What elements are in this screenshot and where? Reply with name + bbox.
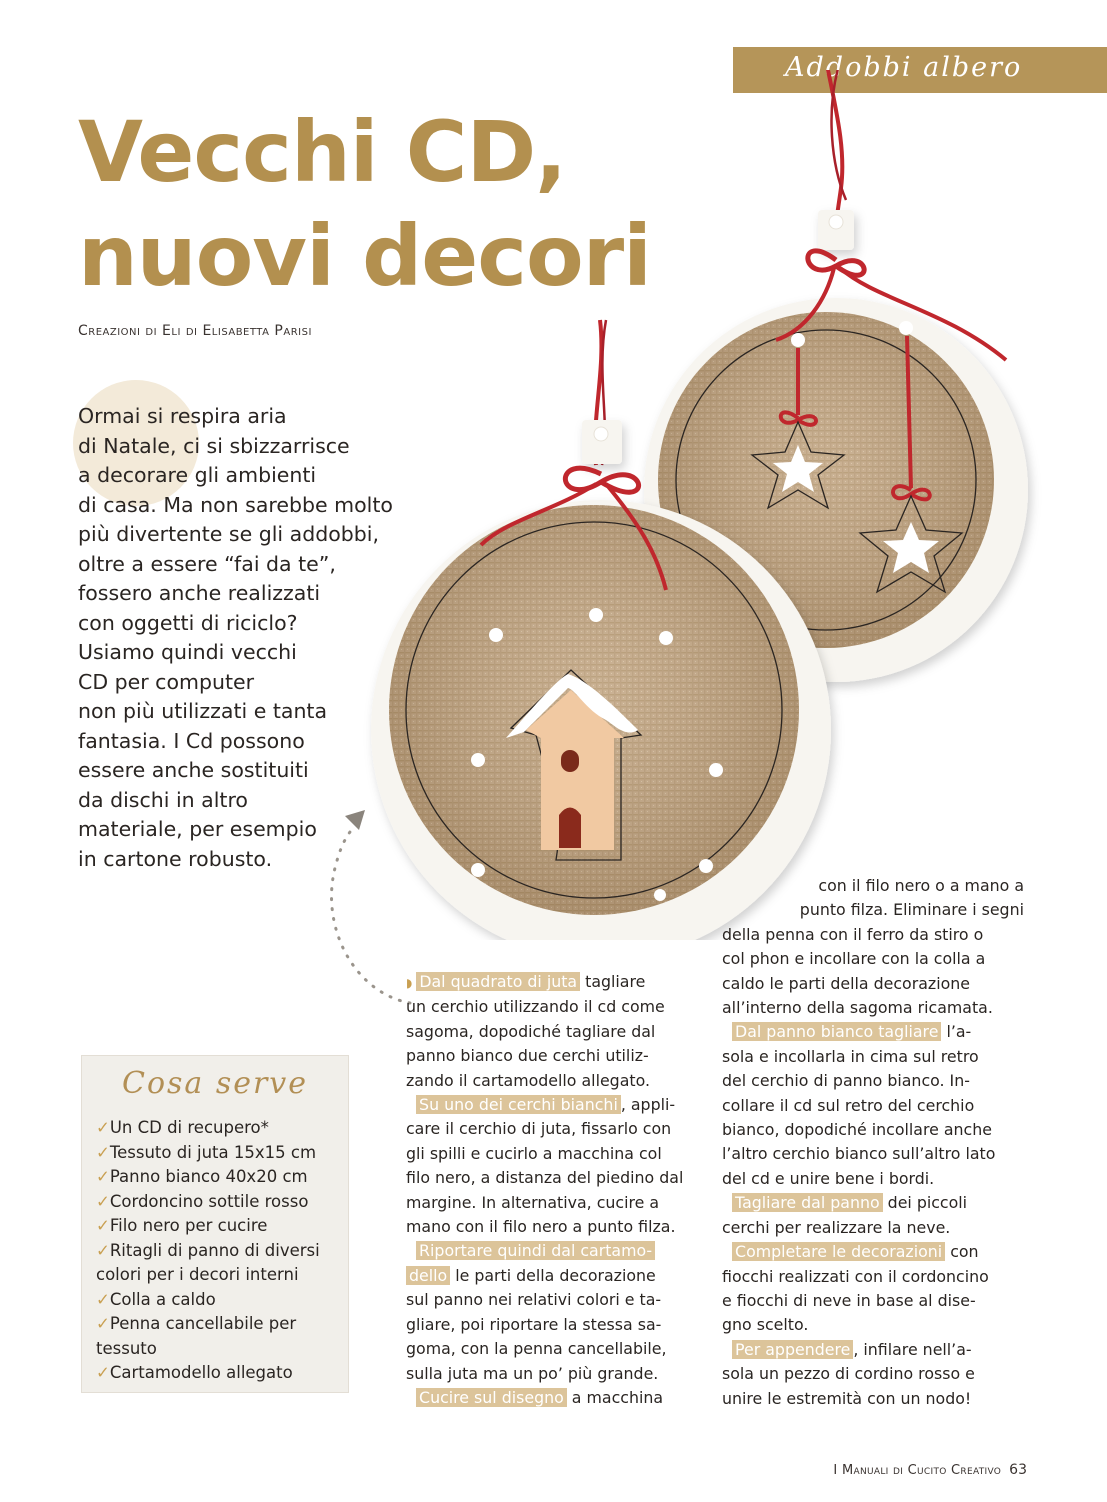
- text-line: bianco, dopodiché incollare anche: [722, 1120, 992, 1140]
- materials-item: ✓Penna cancellabile per: [96, 1314, 297, 1333]
- materials-item: ✓Tessuto di juta 15x15 cm: [96, 1142, 317, 1162]
- text-line: Su uno dei cerchi bianchi , appli-: [406, 1093, 700, 1117]
- text-line: caldo le parti della decorazione: [722, 973, 970, 993]
- materials-title: Cosa serve: [121, 1066, 309, 1101]
- text-line: sola e incollarla in cima sul retro: [722, 1046, 979, 1066]
- materials-list: [96, 1116, 344, 1386]
- text-line: filo nero, a distanza del piedino dal: [406, 1168, 684, 1188]
- text-line: unire le estremità con un nodo!: [722, 1388, 972, 1408]
- check-icon: ✓: [96, 1216, 110, 1235]
- title-line-2: nuovi decori: [78, 207, 651, 305]
- check-icon: ✓: [96, 1363, 110, 1382]
- section-tag: Addobbi albero: [785, 52, 1023, 83]
- title-line-1: Vecchi CD,: [78, 103, 567, 201]
- text-line: collare il cd sul retro del cerchio: [722, 1095, 975, 1115]
- text-line: con il filo nero o a mano a: [818, 876, 1024, 895]
- materials-item: ✓Cordoncino sottile rosso: [96, 1191, 309, 1211]
- text-line: Tagliare dal panno dei piccoli: [722, 1191, 1024, 1215]
- materials-item: ✓Panno bianco 40x20 cm: [96, 1167, 308, 1186]
- intro-line: fantasia. I Cd possono: [78, 728, 305, 753]
- text-line: un cerchio utilizzando il cd come: [406, 997, 665, 1017]
- text-line: cerchi per realizzare la neve.: [722, 1217, 951, 1237]
- page-number: 63: [1009, 1462, 1027, 1478]
- intro-line: Usiamo quindi vecchi: [78, 640, 297, 664]
- text-line: Completare le decorazioni con: [722, 1240, 1024, 1264]
- check-icon: ✓: [96, 1314, 110, 1333]
- materials-item-continued: tessuto: [96, 1338, 157, 1358]
- text-line: zando il cartamodello allegato.: [406, 1070, 650, 1090]
- text-line: gli spilli e cucirlo a macchina col: [406, 1143, 662, 1163]
- text-line: punto filza. Eliminare i segni: [799, 900, 1024, 920]
- intro-line: con oggetti di riciclo?: [78, 610, 298, 635]
- intro-line: CD per computer: [78, 669, 255, 694]
- text-line: Riportare quindi dal cartamo-: [406, 1239, 700, 1263]
- check-icon: ✓: [96, 1289, 110, 1309]
- page-footer: [833, 1462, 1027, 1478]
- instructions-column-2: [722, 874, 1024, 1411]
- check-icon: ✓: [96, 1167, 110, 1186]
- intro-line: di Natale, ci si sbizzarrisce: [78, 433, 350, 458]
- check-icon: ✓: [96, 1240, 110, 1260]
- text-line: del cerchio di panno bianco. In-: [722, 1071, 970, 1091]
- intro-line: oltre a essere “fai da te”,: [78, 551, 336, 576]
- materials-item: ✓Filo nero per cucire: [96, 1216, 268, 1235]
- text-line: l’altro cerchio bianco sull’altro lato: [722, 1144, 996, 1164]
- check-icon: ✓: [96, 1118, 110, 1137]
- text-line: goma, con la penna cancellabile,: [406, 1339, 667, 1359]
- intro-line: Ormai si respira aria: [78, 404, 287, 428]
- text-line: Per appendere , infilare nell’a-: [722, 1338, 1024, 1362]
- text-line: margine. In alternativa, cucire a: [406, 1192, 660, 1212]
- text-line: col phon e incollare con la colla a: [722, 949, 986, 969]
- materials-box: [81, 1055, 349, 1393]
- text-line: panno bianco due cerchi utiliz-: [406, 1046, 649, 1066]
- intro-line: in cartone robusto.: [78, 846, 273, 871]
- intro-line: non più utilizzati e tanta: [78, 699, 328, 723]
- intro-line: a decorare gli ambienti: [78, 463, 317, 487]
- text-line: sul panno nei relativi colori e ta-: [406, 1290, 662, 1310]
- materials-item-continued: colori per i decori interni: [96, 1265, 299, 1284]
- intro-line: materiale, per esempio: [78, 817, 317, 841]
- text-line: della penna con il ferro da stiro o: [722, 924, 984, 944]
- text-line: all’interno della sagoma ricamata.: [722, 998, 993, 1018]
- instructions-column-1: [406, 970, 700, 1410]
- text-line: Dal panno bianco tagliare l’a-: [722, 1020, 1024, 1044]
- check-icon: ✓: [96, 1191, 110, 1211]
- text-line: Cucire sul disegno a macchina: [406, 1386, 700, 1410]
- text-line: sagoma, dopodiché tagliare dal: [406, 1021, 656, 1041]
- materials-item: ✓Un CD di recupero*: [96, 1118, 269, 1137]
- intro-line: da dischi in altro: [78, 787, 248, 812]
- bullet-icon: ◗: [406, 976, 413, 990]
- intro-line: essere anche sostituiti: [78, 758, 309, 782]
- cd-ornaments-photo: [356, 70, 1046, 940]
- magazine-name: I Manuali di Cucito Creativo: [833, 1463, 1002, 1478]
- intro-line: più divertente se gli addobbi,: [78, 522, 380, 546]
- text-line: mano con il filo nero a punto filza.: [406, 1217, 676, 1237]
- intro-paragraph: [78, 402, 408, 874]
- materials-item: ✓Cartamodello allegato: [96, 1363, 293, 1382]
- text-line: ◗ Dal quadrato di juta tagliare: [406, 972, 646, 991]
- materials-item: ✓Ritagli di panno di diversi: [96, 1240, 320, 1260]
- materials-item: ✓Colla a caldo: [96, 1289, 216, 1309]
- text-line: fiocchi realizzati con il cordoncino: [722, 1266, 989, 1286]
- intro-line: fossero anche realizzati: [78, 581, 321, 605]
- text-line: sola un pezzo di cordino rosso e: [722, 1364, 975, 1384]
- credits: Creazioni di Eli di Elisabetta Parisi: [78, 323, 312, 339]
- check-icon: ✓: [96, 1142, 110, 1162]
- text-line: gliare, poi riportare la stessa sa-: [406, 1314, 662, 1334]
- text-line: dello le parti della decorazione: [406, 1264, 700, 1288]
- text-line: del cd e unire bene i bordi.: [722, 1168, 935, 1188]
- text-line: sulla juta ma un po’ più grande.: [406, 1363, 659, 1383]
- text-line: gno scelto.: [722, 1315, 809, 1335]
- text-line: care il cerchio di juta, fissarlo con: [406, 1119, 672, 1139]
- text-line: e fiocchi di neve in base al dise-: [722, 1290, 976, 1310]
- intro-line: di casa. Ma non sarebbe molto: [78, 492, 393, 517]
